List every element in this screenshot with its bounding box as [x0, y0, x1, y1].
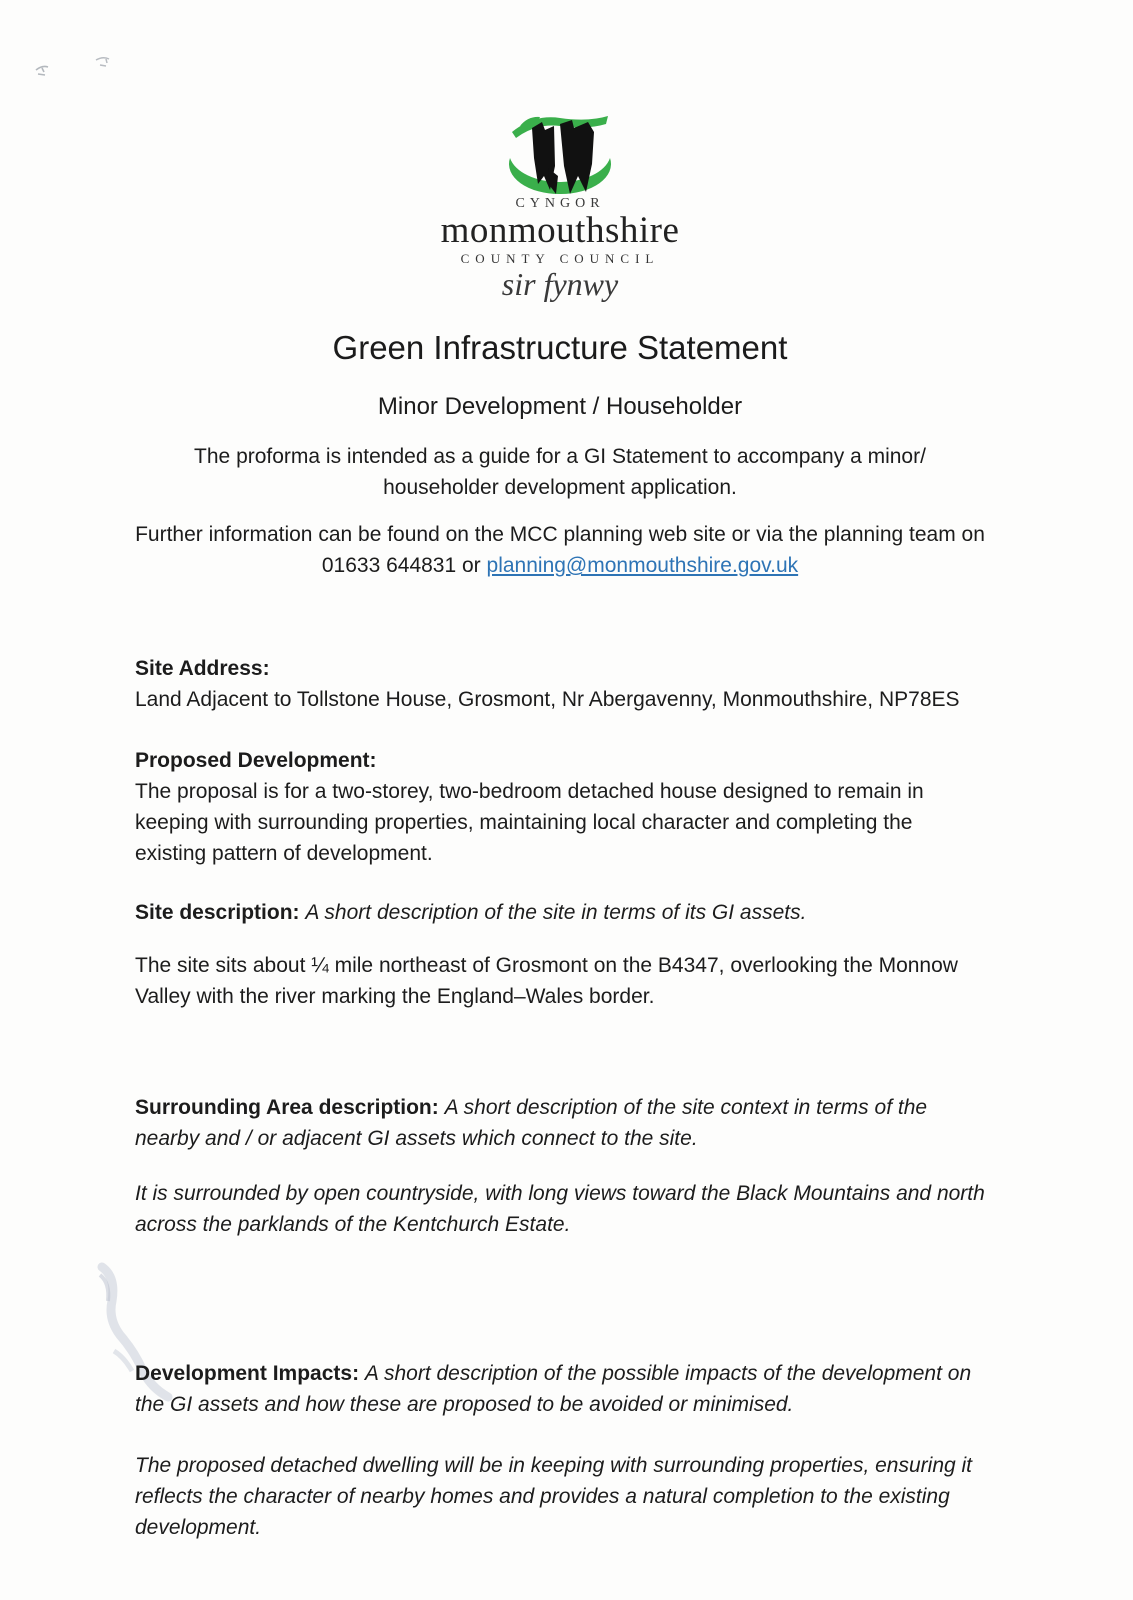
site-address-section — [135, 653, 985, 715]
site-description-label: Site description: — [135, 901, 300, 924]
further-info-text: Further information can be found on the MCC planning web site or via the planning team on 01633 644831 or — [135, 523, 985, 577]
surrounding-area-hint: A short description of the site context in terms of the nearby and / or adjacent GI assets which connect to the site. — [135, 1096, 928, 1150]
logo-county-text: COUNTY COUNCIL — [460, 251, 660, 266]
proposed-development-label: Proposed Development: — [135, 749, 377, 772]
document-title: Green Infrastructure Statement — [332, 329, 788, 366]
document-subtitle: Minor Development / Householder — [377, 393, 743, 420]
proposed-development-value: The proposal is for a two-storey, two-bedroom detached house designed to remain in keeping with surrounding properties, maintaining local character and completing the existing pattern of development. — [135, 780, 924, 865]
development-impacts-value: The proposed detached dwelling will be in keeping with surrounding properties, ensuring it reflects the character of nearby homes and provides a natural completion to the existing development. — [135, 1454, 973, 1539]
site-description-heading — [135, 897, 985, 928]
further-info-paragraph — [135, 519, 985, 581]
logo-welsh-text: sir fynwy — [501, 266, 619, 302]
planning-email-link[interactable]: planning@monmouthshire.gov.uk — [486, 554, 799, 577]
surrounding-area-heading — [135, 1092, 985, 1154]
surrounding-area-value: It is surrounded by open countryside, with long views toward the Black Mountains and north across the parklands of the Kentchurch Estate. — [135, 1182, 985, 1236]
site-description-value: The site sits about ¼ mile northeast of Grosmont on the B4347, overlooking the Monnow Valley with the river marking the England–Wales border. — [135, 954, 958, 1008]
logo-cyngor-text: CYNGOR — [515, 196, 605, 211]
proposed-development-section — [135, 745, 985, 869]
council-logo — [135, 0, 985, 303]
logo-name-text: monmouthshire — [440, 210, 680, 251]
site-address-value: Land Adjacent to Tollstone House, Grosmont, Nr Abergavenny, Monmouthshire, NP78ES — [135, 688, 960, 711]
site-address-label: Site Address: — [135, 657, 270, 680]
intro-paragraph: The proforma is intended as a guide for a GI Statement to accompany a minor/ householder development application. — [194, 445, 926, 499]
development-impacts-label: Development Impacts: — [135, 1362, 360, 1385]
surrounding-area-label: Surrounding Area description: — [135, 1096, 439, 1119]
castle-laurel-crest-icon — [498, 106, 622, 200]
development-impacts-hint: A short description of the possible impacts of the development on the GI assets and how these are proposed to be avoided or minimised. — [135, 1362, 972, 1416]
site-description-hint: A short description of the site in terms of its GI assets. — [305, 901, 807, 924]
development-impacts-heading — [135, 1358, 985, 1420]
scan-smudge-marks — [28, 48, 138, 88]
